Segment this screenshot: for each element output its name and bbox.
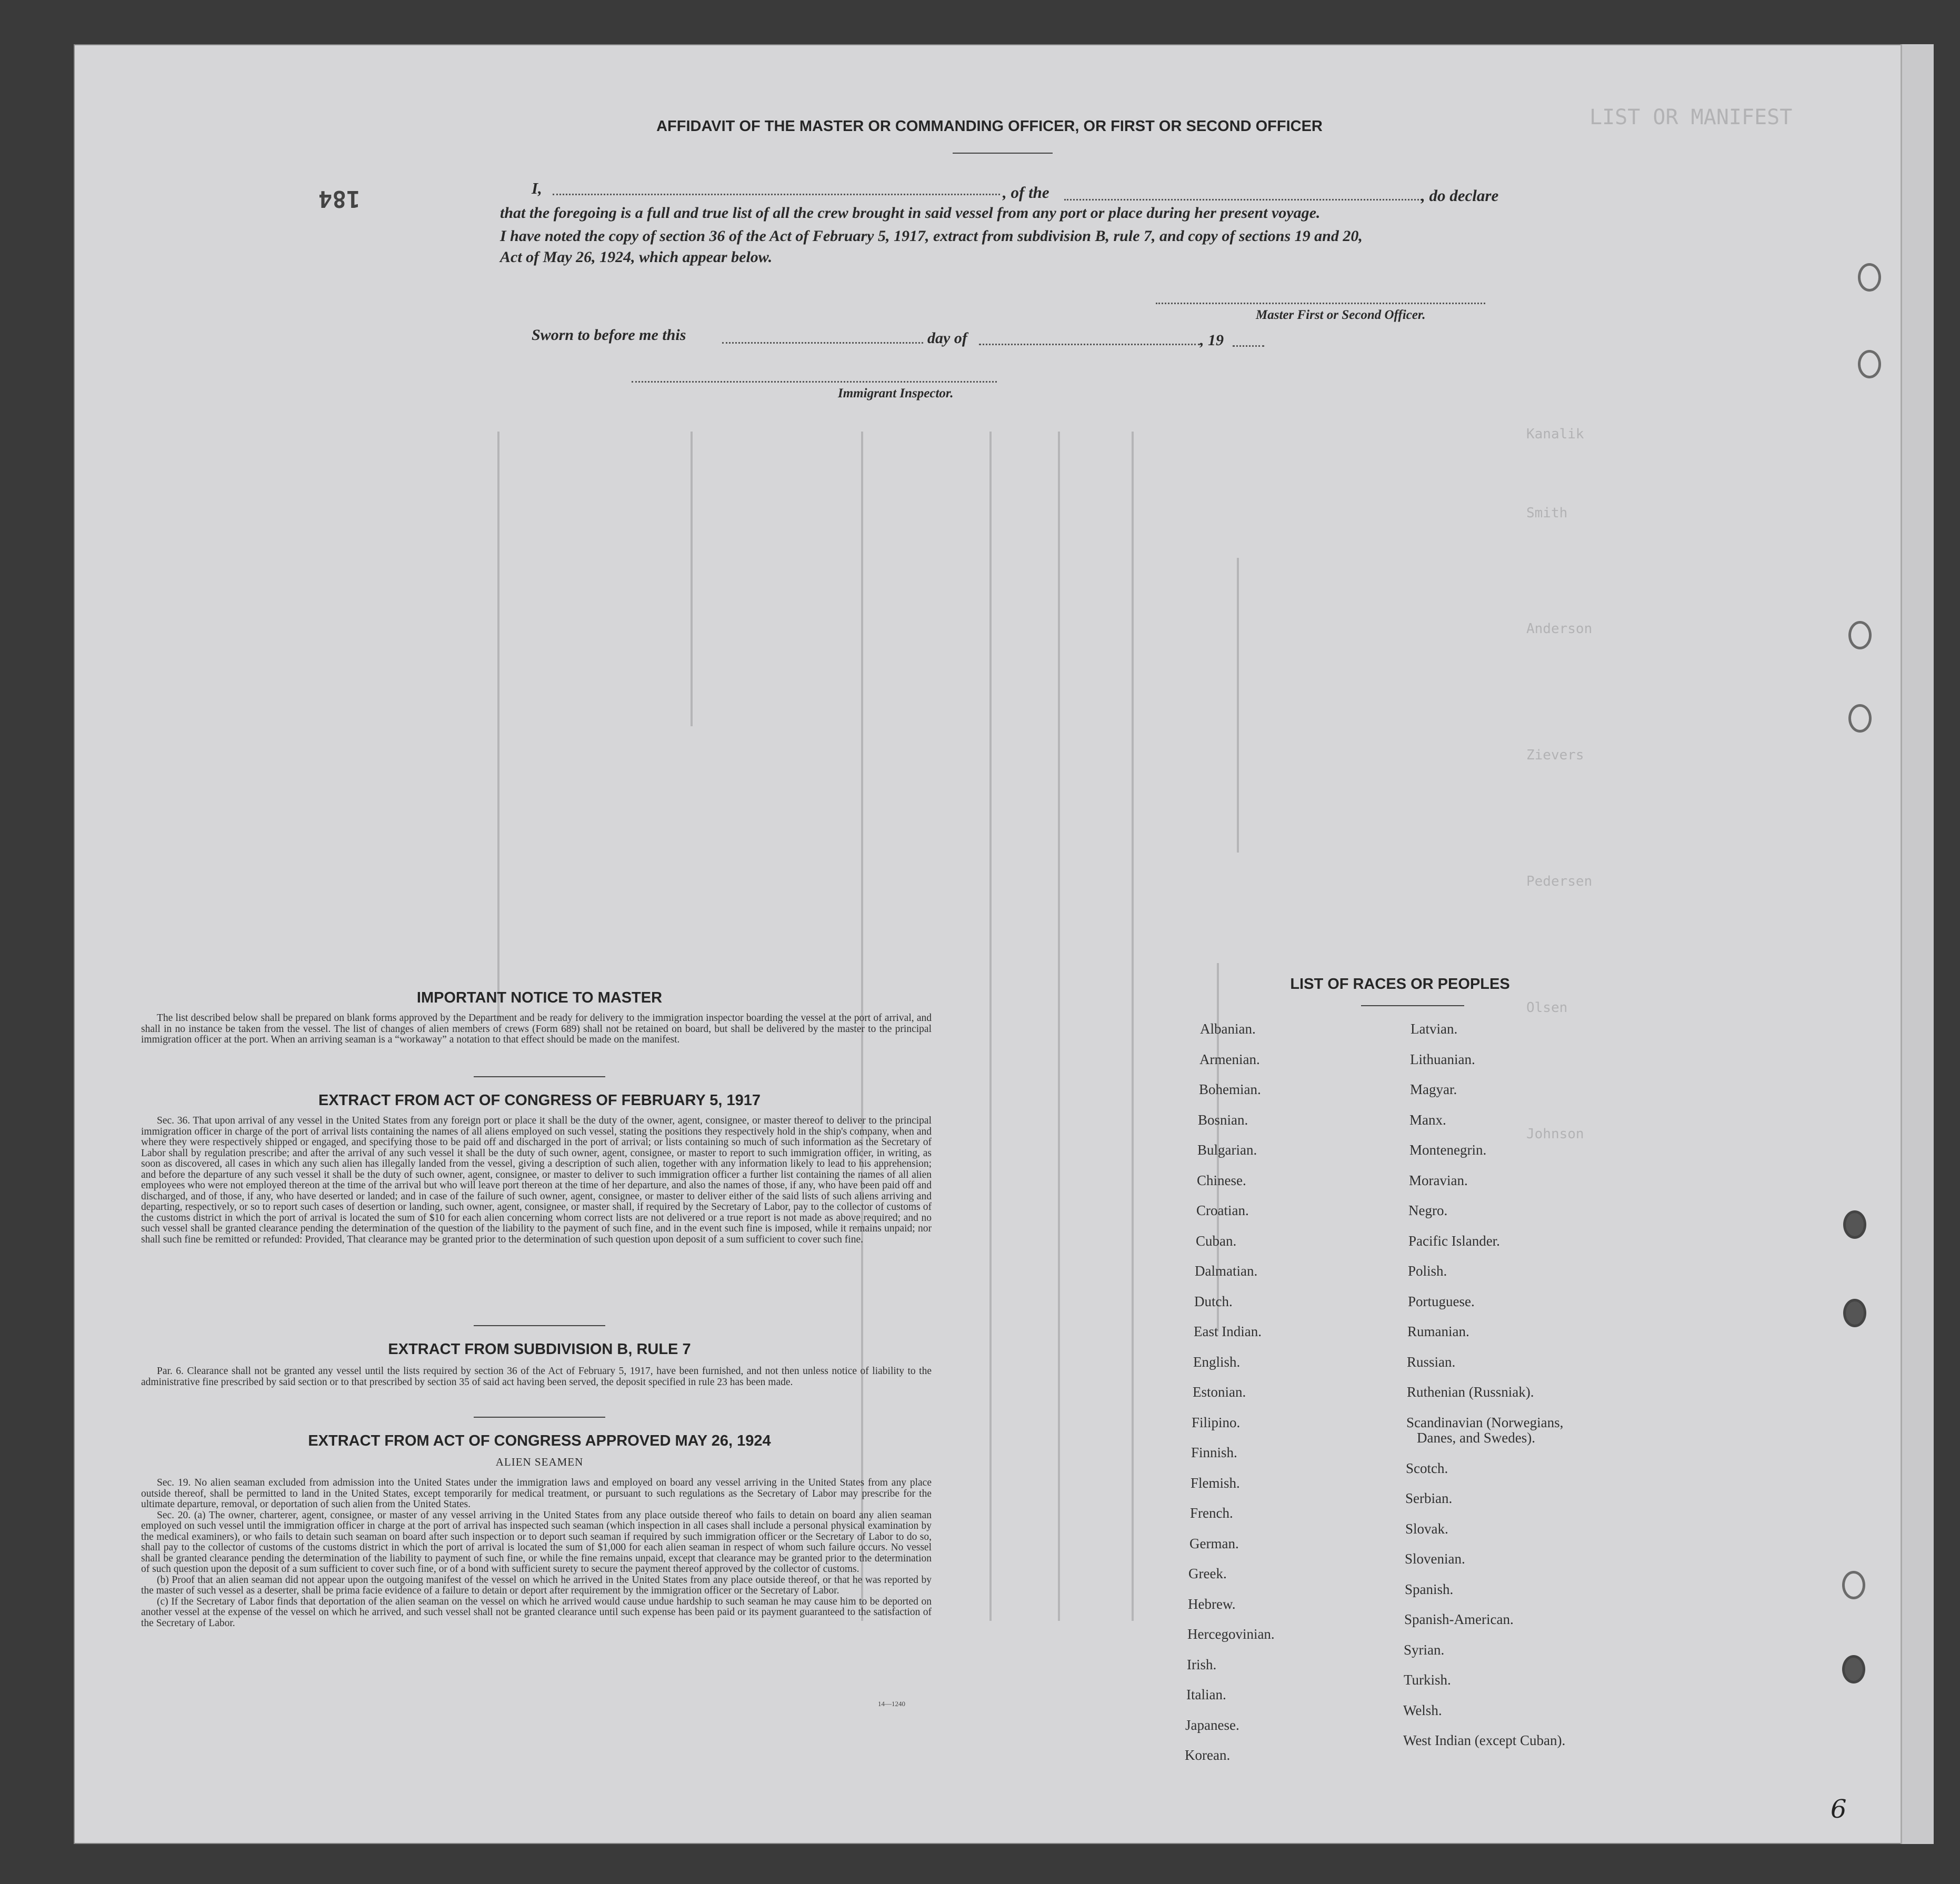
- race-item: Negro.: [1408, 1202, 1448, 1218]
- race-item: Turkish.: [1404, 1672, 1451, 1688]
- sworn-month-field[interactable]: [979, 344, 1200, 345]
- day-of-label: day of: [927, 329, 967, 347]
- race-item: Magyar.: [1410, 1081, 1457, 1097]
- race-item: Rumanian.: [1407, 1324, 1469, 1339]
- extract-rule7-title: EXTRACT FROM SUBDIVISION B, RULE 7: [388, 1341, 691, 1358]
- corner-mark: 6: [1831, 1795, 1847, 1824]
- notice-body: [141, 1013, 932, 1046]
- sec19-paragraph: Sec. 19. No alien seaman excluded from admission into the United States under the immigration laws and employed on board any vessel arriving in the United States from any place outside thereof, shall be permitted to land in the United States, except temporarily for medical treatment, or pursuant to such regulations as the Secretary of Labor may prescribe for the ultimate departure, removal, or deportation of such alien from the United States.: [141, 1477, 932, 1510]
- inspector-label: Immigrant Inspector.: [838, 386, 954, 400]
- form-code: 14—1240: [878, 1700, 905, 1708]
- notice-paragraph: The list described below shall be prepared on blank forms approved by the Department and be ready for delivery to the immigration inspector boarding the vessel at the port of arrival, and shall in no instance be taken from the vessel. The list of changes of alien members of crews (Form 689) shall not be retained on board, but shall be delivered by the master to the principal immigration officer at the port. When an arriving seaman is a “workaway” a notation to that effect should be made on the manifest.: [141, 1013, 932, 1045]
- sworn-year-field[interactable]: [1233, 345, 1264, 347]
- race-item: Polish.: [1408, 1263, 1447, 1279]
- race-item: Albanian.: [1200, 1021, 1256, 1037]
- sworn-label: Sworn to before me this: [532, 326, 686, 344]
- race-item: Pacific Islander.: [1408, 1232, 1500, 1249]
- race-item: Greek.: [1188, 1566, 1227, 1581]
- race-item: French.: [1190, 1505, 1233, 1521]
- punch-hole: [1848, 704, 1872, 733]
- declaration-line-1: that the foregoing is a full and true list of all the crew brought in said vessel from any port or place during her present voyage.: [500, 204, 1321, 222]
- sworn-day-field[interactable]: [722, 342, 923, 344]
- race-item: Manx.: [1409, 1111, 1446, 1128]
- punch-hole: [1848, 621, 1872, 649]
- i-label: I,: [532, 179, 542, 197]
- declaration-line-3: Act of May 26, 1924, which appear below.: [500, 248, 773, 266]
- races-title: LIST OF RACES OR PEOPLES: [1290, 976, 1510, 993]
- race-item: Italian.: [1186, 1687, 1226, 1702]
- race-item: Bosnian.: [1198, 1111, 1248, 1128]
- race-item: Finnish.: [1191, 1445, 1237, 1460]
- master-signature-line[interactable]: [1156, 303, 1485, 304]
- alien-seamen-subtitle: ALIEN SEAMEN: [495, 1456, 584, 1468]
- race-item: Syrian.: [1404, 1641, 1445, 1658]
- race-item: Moravian.: [1409, 1172, 1468, 1188]
- vessel-field[interactable]: [1064, 199, 1422, 201]
- race-item: Bulgarian.: [1197, 1142, 1257, 1158]
- race-item: Hercegovinian.: [1187, 1626, 1275, 1642]
- do-declare-label: , do declare: [1421, 186, 1499, 205]
- punch-hole: [1858, 263, 1881, 292]
- race-item: Dalmatian.: [1195, 1263, 1258, 1279]
- sec20a-paragraph: Sec. 20. (a) The owner, charterer, agent, consignee, or master of any vessel arriving in the United States from any place outside thereof who fails to detain on board any alien seaman employed on such vessel until the immigration officer in charge at the port of arrival has inspected such seaman (which inspection in all cases shall include a personal physical examination by the medical examiners), or who fails to detain such seaman on board after such inspection or to deport such seaman if required by such immigration officer or the Secretary of Labor to do so, shall pay to the collector of customs of the customs district in which the port of arrival is located the sum of $1,000 for each alien seaman in respect of whom such failure occurs. No vessel shall be granted clearance pending the determination of the liability to payment of such fine, or while the fine remains unpaid, except that clearance may be granted prior to the determination of such question upon the deposit of a sum sufficient to cover such fine, or of a bond with sufficient surety to secure the payment thereof approved by the collector of customs.: [141, 1509, 932, 1575]
- extract-rule7-body: [141, 1366, 932, 1388]
- race-item: Welsh.: [1403, 1702, 1442, 1718]
- extract-1924-body: [141, 1478, 932, 1629]
- race-item: Lithuanian.: [1410, 1051, 1475, 1067]
- race-item: Ruthenian (Russniak).: [1407, 1384, 1534, 1400]
- affidavit-title: AFFIDAVIT OF THE MASTER OR COMMANDING OFFICER, OR FIRST OR SECOND OFFICER: [656, 118, 1323, 135]
- extract-1917-body: [141, 1116, 932, 1245]
- race-item: Montenegrin.: [1409, 1142, 1487, 1158]
- punch-hole: [1842, 1571, 1865, 1599]
- declaration-line-2: I have noted the copy of section 36 of the Act of February 5, 1917, extract from subdivision B, rule 7, and copy of sections 19 and 20,: [500, 227, 1363, 245]
- race-item: Chinese.: [1197, 1172, 1246, 1188]
- year-label: , 19: [1200, 332, 1224, 349]
- race-item: Dutch.: [1194, 1293, 1233, 1309]
- punch-hole: [1843, 1210, 1866, 1239]
- race-item: East Indian.: [1194, 1324, 1262, 1339]
- notice-title: IMPORTANT NOTICE TO MASTER: [416, 989, 663, 1006]
- race-item: Filipino.: [1192, 1414, 1241, 1430]
- race-item: Armenian.: [1199, 1051, 1260, 1067]
- race-item: Serbian.: [1405, 1490, 1453, 1506]
- of-the-label: , of the: [1003, 183, 1049, 202]
- sec20b-paragraph: (b) Proof that an alien seaman did not appear upon the outgoing manifest of the vessel on which he arrived in the United States from any place outside thereof, or that he was reported by the master of such vessel as a deserter, shall be prima facie evidence of a failure to detain or deport after requirement by the immigration officer or the Secretary of Labor.: [141, 1574, 932, 1596]
- race-item: Latvian.: [1411, 1021, 1458, 1037]
- master-signature-label: Master First or Second Officer.: [1256, 308, 1426, 322]
- par6-paragraph: Par. 6. Clearance shall not be granted any vessel until the lists required by section 36 of the Act of February 5, 1917, have been furnished, and not then unless notice of liability to the administrative fine prescribed by said section or to that prescribed by section 35 of said act having been served, the deposit specified in rule 23 has been made.: [141, 1366, 932, 1388]
- race-item: Estonian.: [1193, 1384, 1246, 1400]
- race-item: Bohemian.: [1199, 1081, 1261, 1097]
- stamp-number: 184: [318, 185, 361, 212]
- race-item: Danes, and Swedes).: [1417, 1430, 1535, 1446]
- sec20c-paragraph: (c) If the Secretary of Labor finds that deportation of the alien seaman on the vessel on which he arrived would cause undue hardship to such seaman he may cause him to be deported on another vessel at the expense of the vessel on which he arrived, and such vessel shall not be granted clearance until such expense has been paid or its payment guaranteed to the satisfaction of the Secretary of Labor.: [141, 1596, 932, 1629]
- name-field[interactable]: [553, 194, 1000, 195]
- race-item: Croatian.: [1196, 1202, 1249, 1218]
- race-item: Korean.: [1185, 1747, 1231, 1763]
- inspector-signature-line[interactable]: [632, 381, 997, 383]
- divider: [474, 1076, 605, 1077]
- extract-1917-title: EXTRACT FROM ACT OF CONGRESS OF FEBRUARY 5, 1917: [318, 1092, 761, 1109]
- race-item: English.: [1193, 1354, 1241, 1370]
- title-divider: [953, 153, 1053, 154]
- race-item: West Indian (except Cuban).: [1403, 1732, 1566, 1748]
- race-item: Scandinavian (Norwegians,: [1406, 1414, 1564, 1430]
- race-item: Cuban.: [1196, 1232, 1237, 1249]
- race-item: Irish.: [1187, 1656, 1217, 1672]
- race-item: Portuguese.: [1408, 1293, 1475, 1309]
- divider: [474, 1325, 605, 1326]
- punch-hole: [1843, 1299, 1866, 1327]
- race-item: Flemish.: [1191, 1475, 1240, 1491]
- race-item: Slovak.: [1405, 1520, 1448, 1537]
- race-item: Spanish.: [1405, 1581, 1454, 1597]
- race-item: Scotch.: [1406, 1460, 1448, 1476]
- races-divider: [1361, 1005, 1464, 1006]
- race-item: Russian.: [1407, 1354, 1456, 1370]
- race-item: Spanish-American.: [1404, 1611, 1514, 1627]
- race-item: Japanese.: [1185, 1717, 1239, 1733]
- race-item: Slovenian.: [1405, 1551, 1465, 1567]
- race-item: Hebrew.: [1188, 1596, 1236, 1612]
- sec36-paragraph: Sec. 36. That upon arrival of any vessel in the United States from any foreign port or place it shall be the duty of the owner, agent, consignee, or master thereof to deliver to the principal immigration officer in charge of the port of arrival lists containing the names of all aliens employed on such vessel, stating the positions they respectively hold in the ship's company, when and where they were respectively shipped or engaged, and specifying those to be paid off and discharged in the port of arrival; or lists containing so much of such information as the Secretary of Labor shall by regulation prescribe; and after the arrival of any such vessel it shall be the duty of such owner, agent, consignee, or master to report to such immigration officer, in writing, as soon as discovered, all cases in which any such alien has illegally landed from the vessel, giving a description of such alien, together with any information likely to lead to his apprehension; and before the departure of any such vessel it shall be the duty of such owner, agent, consignee, or master to deliver to such immigration officer a further list containing the names of all alien employees who were not employed thereon at the time of the arrival but who will leave port thereon at the time of her departure, and also the names of those, if any, who have been paid off and discharged, and of those, if any, who have deserted or landed; and in case of the failure of such owner, agent, consignee, or master to deliver either of the said lists of such aliens arriving and departing, respectively, or so to report such cases of desertion or landing, such owner, agent, consignee, or master shall, if required by the Secretary of Labor, pay to the collector of customs of the customs district in which the port of arrival is located the sum of $10 for each alien concerning whom correct lists are not delivered or a true report is not made as above required; and no such vessel shall be granted clearance pending the determination of the question of the liability to the payment of such fine, and in the event such fine is imposed, while it remains unpaid; nor shall such fine be remitted or refunded: Provided, That clearance may be granted prior to the determination of such question upon deposit of a sum sufficient to cover such fine.: [141, 1115, 932, 1245]
- race-item: German.: [1189, 1535, 1239, 1551]
- extract-1924-title: EXTRACT FROM ACT OF CONGRESS APPROVED MAY 26, 1924: [308, 1432, 771, 1449]
- punch-hole: [1842, 1655, 1865, 1683]
- divider: [474, 1417, 605, 1418]
- punch-hole: [1858, 350, 1881, 378]
- underlying-sheet-edge: [1901, 44, 1934, 1844]
